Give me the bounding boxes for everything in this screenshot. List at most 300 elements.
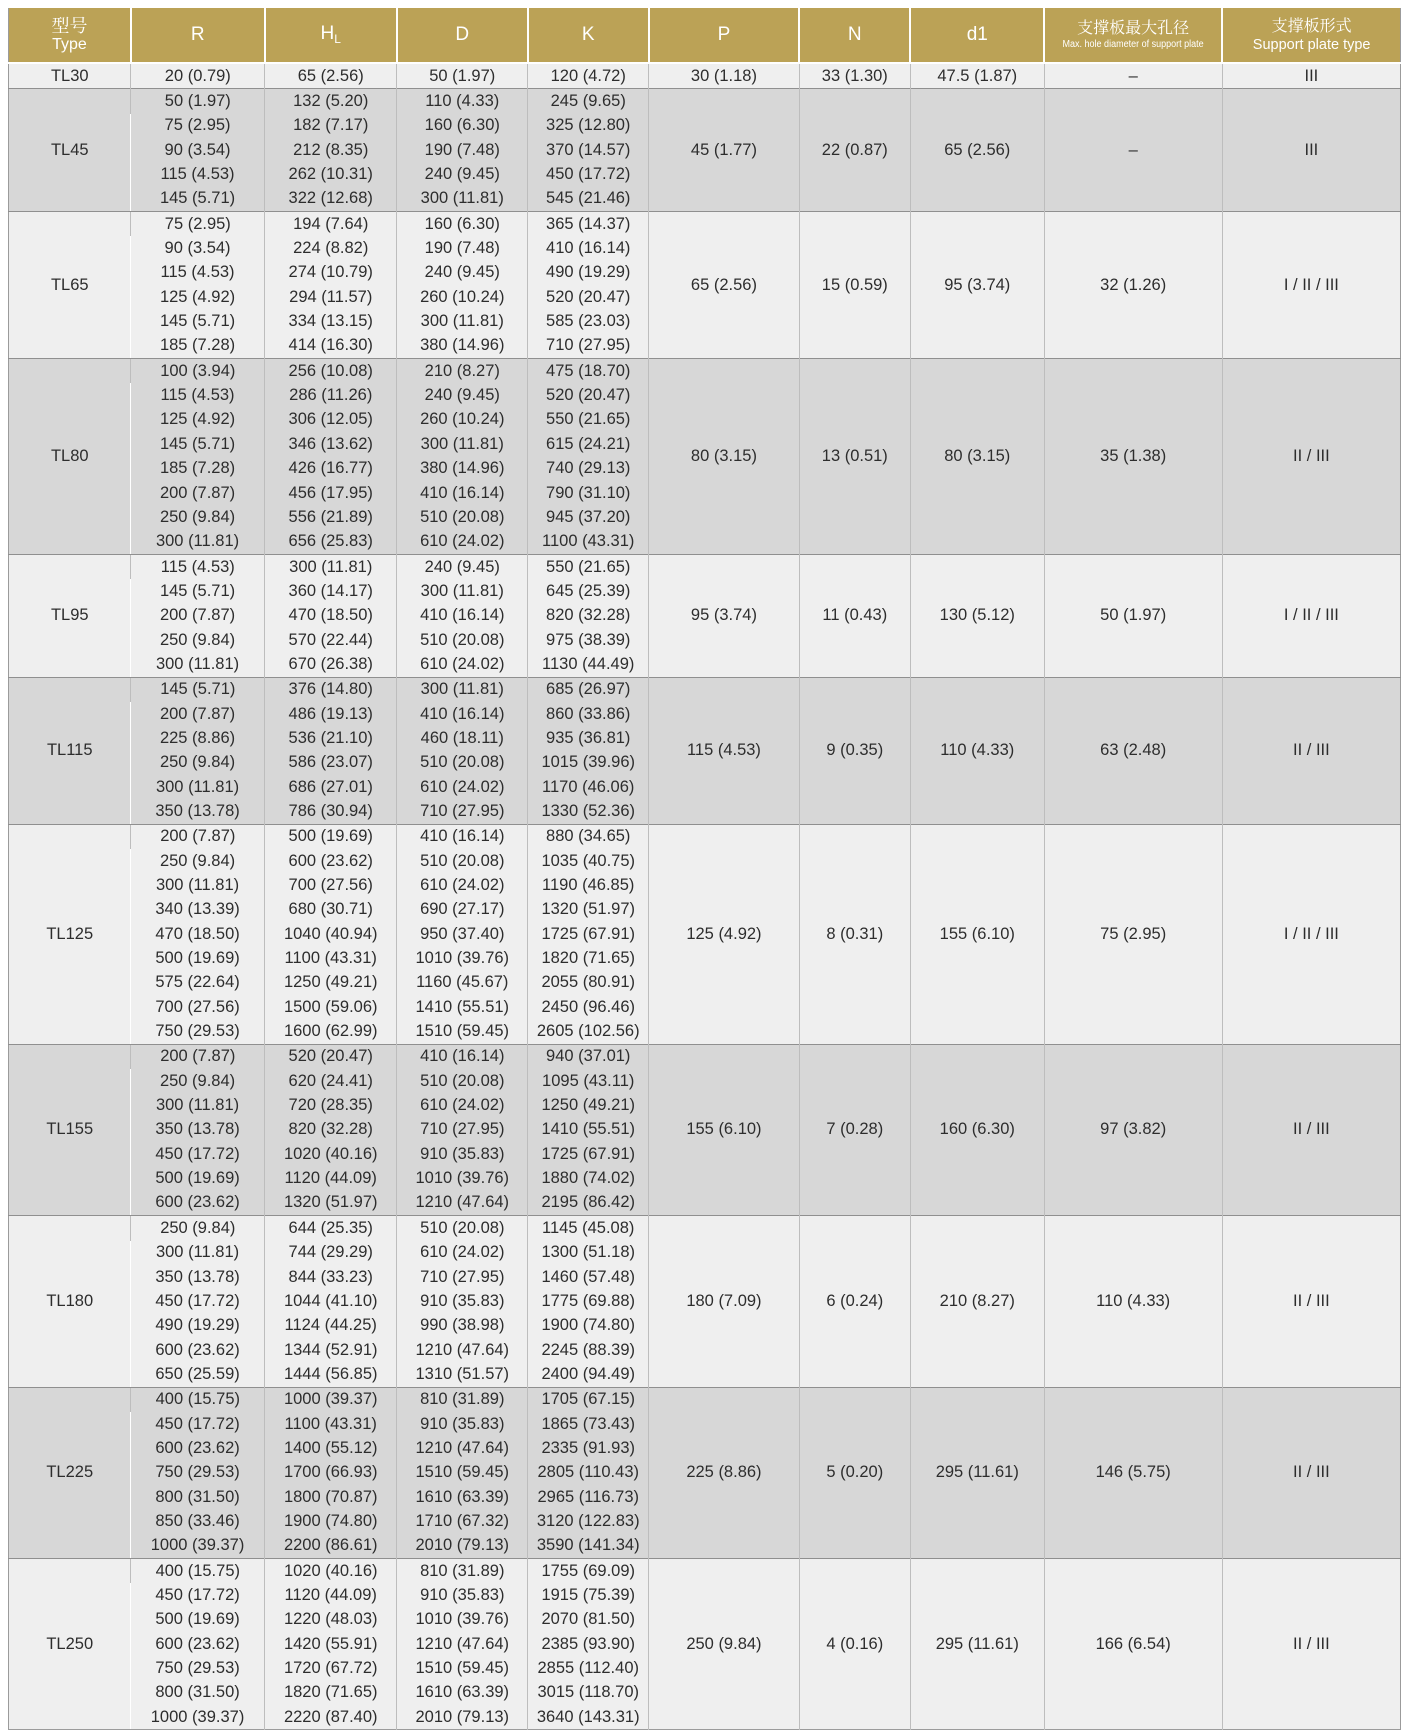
hl-cell: 262 (10.31) <box>265 162 397 186</box>
r-cell: 250 (9.84) <box>131 751 265 775</box>
n-cell: 8 (0.31) <box>799 824 910 1044</box>
r-cell: 300 (11.81) <box>131 775 265 799</box>
k-cell: 2450 (96.46) <box>528 995 649 1019</box>
k-cell: 1725 (67.91) <box>528 1142 649 1166</box>
hl-cell: 1500 (59.06) <box>265 995 397 1019</box>
hl-cell: 182 (7.17) <box>265 114 397 138</box>
r-cell: 50 (1.97) <box>131 89 265 114</box>
hl-cell: 786 (30.94) <box>265 799 397 824</box>
r-cell: 90 (3.54) <box>131 236 265 260</box>
r-cell: 850 (33.46) <box>131 1509 265 1533</box>
k-cell: 1035 (40.75) <box>528 849 649 873</box>
k-cell: 325 (12.80) <box>528 114 649 138</box>
r-cell: 200 (7.87) <box>131 604 265 628</box>
k-cell: 1705 (67.15) <box>528 1387 649 1412</box>
hl-cell: 1320 (51.97) <box>265 1191 397 1216</box>
d-cell: 240 (9.45) <box>397 554 528 579</box>
d-cell: 300 (11.81) <box>397 187 528 212</box>
r-cell: 500 (19.69) <box>131 1166 265 1190</box>
p-cell: 65 (2.56) <box>649 212 799 359</box>
header-max-hole <box>1044 8 1222 63</box>
r-cell: 145 (5.71) <box>131 309 265 333</box>
header-hl: $H_L$ <box>265 8 397 63</box>
d-cell: 910 (35.83) <box>397 1412 528 1436</box>
d-cell: 510 (20.08) <box>397 505 528 529</box>
hl-cell: 520 (20.47) <box>265 1044 397 1069</box>
d-cell: 410 (16.14) <box>397 702 528 726</box>
k-cell: 410 (16.14) <box>528 236 649 260</box>
k-cell: 1900 (74.80) <box>528 1314 649 1338</box>
hl-cell: 1250 (49.21) <box>265 971 397 995</box>
d-cell: 1210 (47.64) <box>397 1436 528 1460</box>
k-cell: 3120 (122.83) <box>528 1509 649 1533</box>
r-cell: 200 (7.87) <box>131 481 265 505</box>
d-cell: 610 (24.02) <box>397 775 528 799</box>
hl-cell: 426 (16.77) <box>265 457 397 481</box>
max-hole-cell: – <box>1044 89 1222 212</box>
d-cell: 510 (20.08) <box>397 751 528 775</box>
max-hole-cell: 146 (5.75) <box>1044 1387 1222 1558</box>
max-hole-cell: 35 (1.38) <box>1044 359 1222 555</box>
d-cell: 380 (14.96) <box>397 334 528 359</box>
p-cell: 30 (1.18) <box>649 63 799 89</box>
hl-cell: 286 (11.26) <box>265 383 397 407</box>
hl-cell: 1344 (52.91) <box>265 1338 397 1362</box>
r-cell: 1000 (39.37) <box>131 1705 265 1730</box>
type-cell: TL65 <box>9 212 131 359</box>
d-cell: 610 (24.02) <box>397 530 528 555</box>
n-cell: 7 (0.28) <box>799 1044 910 1215</box>
k-cell: 945 (37.20) <box>528 505 649 529</box>
n-cell: 5 (0.20) <box>799 1387 910 1558</box>
d-cell: 710 (27.95) <box>397 799 528 824</box>
table-row <box>9 63 1401 89</box>
hl-cell: 1020 (40.16) <box>265 1142 397 1166</box>
hl-cell: 1700 (66.93) <box>265 1461 397 1485</box>
p-cell: 180 (7.09) <box>649 1216 799 1387</box>
hl-cell: 194 (7.64) <box>265 212 397 237</box>
d-cell: 260 (10.24) <box>397 408 528 432</box>
k-cell: 1915 (75.39) <box>528 1583 649 1607</box>
n-cell: 33 (1.30) <box>799 63 910 89</box>
r-cell: 450 (17.72) <box>131 1142 265 1166</box>
type-cell: TL180 <box>9 1216 131 1387</box>
d-cell: 1510 (59.45) <box>397 1461 528 1485</box>
table-row <box>9 554 1401 579</box>
k-cell: 120 (4.72) <box>528 63 649 89</box>
max-hole-cell: 32 (1.26) <box>1044 212 1222 359</box>
hl-cell: 844 (33.23) <box>265 1265 397 1289</box>
r-cell: 125 (4.92) <box>131 285 265 309</box>
hl-cell: 1044 (41.10) <box>265 1289 397 1313</box>
d-cell: 460 (18.11) <box>397 726 528 750</box>
plate-type-cell: II / III <box>1222 359 1400 555</box>
r-cell: 75 (2.95) <box>131 212 265 237</box>
d-cell: 1010 (39.76) <box>397 1608 528 1632</box>
r-cell: 650 (25.59) <box>131 1362 265 1387</box>
type-cell: TL155 <box>9 1044 131 1215</box>
k-cell: 1250 (49.21) <box>528 1093 649 1117</box>
d-cell: 990 (38.98) <box>397 1314 528 1338</box>
header-d1: d1 <box>910 8 1044 63</box>
r-cell: 575 (22.64) <box>131 971 265 995</box>
d-cell: 410 (16.14) <box>397 1044 528 1069</box>
d1-cell: 155 (6.10) <box>910 824 1044 1044</box>
k-cell: 245 (9.65) <box>528 89 649 114</box>
d1-cell: 47.5 (1.87) <box>910 63 1044 89</box>
spec-table-body <box>9 63 1401 1730</box>
hl-cell: 65 (2.56) <box>265 63 397 89</box>
r-cell: 750 (29.53) <box>131 1656 265 1680</box>
hl-cell: 556 (21.89) <box>265 505 397 529</box>
k-cell: 370 (14.57) <box>528 138 649 162</box>
r-cell: 100 (3.94) <box>131 359 265 384</box>
spec-sheet-page <box>8 8 1401 1730</box>
hl-cell: 820 (32.28) <box>265 1118 397 1142</box>
max-hole-cell: – <box>1044 63 1222 89</box>
d-cell: 910 (35.83) <box>397 1583 528 1607</box>
d-cell: 240 (9.45) <box>397 383 528 407</box>
hl-cell: 570 (22.44) <box>265 628 397 652</box>
d-cell: 1410 (55.51) <box>397 995 528 1019</box>
plate-type-cell: III <box>1222 63 1400 89</box>
hl-cell: 132 (5.20) <box>265 89 397 114</box>
hl-cell: 456 (17.95) <box>265 481 397 505</box>
table-row <box>9 212 1401 237</box>
max-hole-cell: 75 (2.95) <box>1044 824 1222 1044</box>
hl-cell: 644 (25.35) <box>265 1216 397 1241</box>
r-cell: 250 (9.84) <box>131 849 265 873</box>
k-cell: 940 (37.01) <box>528 1044 649 1069</box>
d-cell: 610 (24.02) <box>397 652 528 677</box>
r-cell: 350 (13.78) <box>131 799 265 824</box>
hl-cell: 1420 (55.91) <box>265 1632 397 1656</box>
header-max-hole-en: Max. hole diameter of support plate <box>1062 39 1204 50</box>
d-cell: 160 (6.30) <box>397 212 528 237</box>
k-cell: 1460 (57.48) <box>528 1265 649 1289</box>
r-cell: 90 (3.54) <box>131 138 265 162</box>
r-cell: 125 (4.92) <box>131 408 265 432</box>
hl-cell: 586 (23.07) <box>265 751 397 775</box>
d-cell: 380 (14.96) <box>397 457 528 481</box>
n-cell: 9 (0.35) <box>799 677 910 824</box>
type-cell: TL45 <box>9 89 131 212</box>
max-hole-cell: 97 (3.82) <box>1044 1044 1222 1215</box>
r-cell: 145 (5.71) <box>131 579 265 603</box>
p-cell: 225 (8.86) <box>649 1387 799 1558</box>
r-cell: 185 (7.28) <box>131 457 265 481</box>
hl-cell: 306 (12.05) <box>265 408 397 432</box>
d-cell: 1010 (39.76) <box>397 946 528 970</box>
hl-cell: 1900 (74.80) <box>265 1509 397 1533</box>
d1-cell: 295 (11.61) <box>910 1387 1044 1558</box>
r-cell: 300 (11.81) <box>131 873 265 897</box>
type-cell: TL30 <box>9 63 131 89</box>
k-cell: 880 (34.65) <box>528 824 649 849</box>
hl-cell: 212 (8.35) <box>265 138 397 162</box>
r-cell: 350 (13.78) <box>131 1265 265 1289</box>
d1-cell: 80 (3.15) <box>910 359 1044 555</box>
r-cell: 700 (27.56) <box>131 995 265 1019</box>
p-cell: 45 (1.77) <box>649 89 799 212</box>
d1-cell: 130 (5.12) <box>910 554 1044 677</box>
r-cell: 225 (8.86) <box>131 726 265 750</box>
k-cell: 1410 (55.51) <box>528 1118 649 1142</box>
hl-cell: 1120 (44.09) <box>265 1166 397 1190</box>
k-cell: 520 (20.47) <box>528 383 649 407</box>
k-cell: 585 (23.03) <box>528 309 649 333</box>
k-cell: 2385 (93.90) <box>528 1632 649 1656</box>
type-cell: TL80 <box>9 359 131 555</box>
header-k: K <box>528 8 649 63</box>
r-cell: 300 (11.81) <box>131 652 265 677</box>
k-cell: 2195 (86.42) <box>528 1191 649 1216</box>
d1-cell: 210 (8.27) <box>910 1216 1044 1387</box>
r-cell: 400 (15.75) <box>131 1558 265 1583</box>
hl-cell: 686 (27.01) <box>265 775 397 799</box>
k-cell: 820 (32.28) <box>528 604 649 628</box>
d-cell: 1160 (45.67) <box>397 971 528 995</box>
header-plate-type-en: Support plate type <box>1252 37 1371 53</box>
n-cell: 15 (0.59) <box>799 212 910 359</box>
plate-type-cell: II / III <box>1222 677 1400 824</box>
k-cell: 1130 (44.49) <box>528 652 649 677</box>
r-cell: 185 (7.28) <box>131 334 265 359</box>
hl-cell: 500 (19.69) <box>265 824 397 849</box>
r-cell: 115 (4.53) <box>131 261 265 285</box>
d-cell: 2010 (79.13) <box>397 1534 528 1559</box>
r-cell: 300 (11.81) <box>131 1241 265 1265</box>
hl-cell: 1800 (70.87) <box>265 1485 397 1509</box>
plate-type-cell: I / II / III <box>1222 554 1400 677</box>
k-cell: 545 (21.46) <box>528 187 649 212</box>
max-hole-cell: 166 (6.54) <box>1044 1558 1222 1729</box>
hl-cell: 300 (11.81) <box>265 554 397 579</box>
d-cell: 2010 (79.13) <box>397 1705 528 1730</box>
d-cell: 1610 (63.39) <box>397 1681 528 1705</box>
d-cell: 910 (35.83) <box>397 1142 528 1166</box>
table-row <box>9 1558 1401 1583</box>
d-cell: 240 (9.45) <box>397 162 528 186</box>
k-cell: 975 (38.39) <box>528 628 649 652</box>
k-cell: 1145 (45.08) <box>528 1216 649 1241</box>
d-cell: 610 (24.02) <box>397 1093 528 1117</box>
r-cell: 200 (7.87) <box>131 1044 265 1069</box>
r-cell: 500 (19.69) <box>131 1608 265 1632</box>
d-cell: 610 (24.02) <box>397 873 528 897</box>
k-cell: 550 (21.65) <box>528 554 649 579</box>
d-cell: 610 (24.02) <box>397 1241 528 1265</box>
k-cell: 2070 (81.50) <box>528 1608 649 1632</box>
d-cell: 210 (8.27) <box>397 359 528 384</box>
hl-cell: 376 (14.80) <box>265 677 397 702</box>
hl-cell: 1040 (40.94) <box>265 922 397 946</box>
hl-cell: 256 (10.08) <box>265 359 397 384</box>
hl-cell: 1000 (39.37) <box>265 1387 397 1412</box>
hl-cell: 334 (13.15) <box>265 309 397 333</box>
k-cell: 1320 (51.97) <box>528 898 649 922</box>
hl-cell: 360 (14.17) <box>265 579 397 603</box>
hl-cell: 224 (8.82) <box>265 236 397 260</box>
plate-type-cell: III <box>1222 89 1400 212</box>
r-cell: 600 (23.62) <box>131 1436 265 1460</box>
d-cell: 300 (11.81) <box>397 677 528 702</box>
r-cell: 200 (7.87) <box>131 702 265 726</box>
k-cell: 1755 (69.09) <box>528 1558 649 1583</box>
type-cell: TL95 <box>9 554 131 677</box>
k-cell: 2805 (110.43) <box>528 1461 649 1485</box>
r-cell: 490 (19.29) <box>131 1314 265 1338</box>
plate-type-cell: II / III <box>1222 1216 1400 1387</box>
k-cell: 1100 (43.31) <box>528 530 649 555</box>
d-cell: 160 (6.30) <box>397 114 528 138</box>
header-max-hole-cn: 支撑板最大孔径 <box>1077 20 1190 37</box>
d-cell: 1510 (59.45) <box>397 1019 528 1044</box>
hl-cell: 1220 (48.03) <box>265 1608 397 1632</box>
d-cell: 190 (7.48) <box>397 138 528 162</box>
r-cell: 400 (15.75) <box>131 1387 265 1412</box>
r-cell: 750 (29.53) <box>131 1461 265 1485</box>
r-cell: 450 (17.72) <box>131 1289 265 1313</box>
r-cell: 470 (18.50) <box>131 922 265 946</box>
k-cell: 3590 (141.34) <box>528 1534 649 1559</box>
r-cell: 115 (4.53) <box>131 162 265 186</box>
hl-cell: 1400 (55.12) <box>265 1436 397 1460</box>
max-hole-cell: 50 (1.97) <box>1044 554 1222 677</box>
d-cell: 190 (7.48) <box>397 236 528 260</box>
k-cell: 550 (21.65) <box>528 408 649 432</box>
k-cell: 1170 (46.06) <box>528 775 649 799</box>
r-cell: 750 (29.53) <box>131 1019 265 1044</box>
k-cell: 520 (20.47) <box>528 285 649 309</box>
max-hole-cell: 110 (4.33) <box>1044 1216 1222 1387</box>
d-cell: 110 (4.33) <box>397 89 528 114</box>
hl-cell: 2200 (86.61) <box>265 1534 397 1559</box>
hl-cell: 744 (29.29) <box>265 1241 397 1265</box>
hl-cell: 1120 (44.09) <box>265 1583 397 1607</box>
header-type-en: Type <box>52 36 87 53</box>
k-cell: 1190 (46.85) <box>528 873 649 897</box>
d-cell: 410 (16.14) <box>397 604 528 628</box>
r-cell: 20 (0.79) <box>131 63 265 89</box>
plate-type-cell: II / III <box>1222 1044 1400 1215</box>
n-cell: 22 (0.87) <box>799 89 910 212</box>
hl-cell: 1820 (71.65) <box>265 1681 397 1705</box>
d1-cell: 95 (3.74) <box>910 212 1044 359</box>
d-cell: 1210 (47.64) <box>397 1338 528 1362</box>
hl-cell: 1100 (43.31) <box>265 1412 397 1436</box>
r-cell: 250 (9.84) <box>131 1216 265 1241</box>
hl-cell: 294 (11.57) <box>265 285 397 309</box>
d-cell: 950 (37.40) <box>397 922 528 946</box>
d-cell: 240 (9.45) <box>397 261 528 285</box>
header-p: P <box>649 8 799 63</box>
k-cell: 2245 (88.39) <box>528 1338 649 1362</box>
r-cell: 300 (11.81) <box>131 530 265 555</box>
k-cell: 1820 (71.65) <box>528 946 649 970</box>
k-cell: 2400 (94.49) <box>528 1362 649 1387</box>
k-cell: 685 (26.97) <box>528 677 649 702</box>
plate-type-cell: II / III <box>1222 1558 1400 1729</box>
d-cell: 300 (11.81) <box>397 579 528 603</box>
hl-cell: 656 (25.83) <box>265 530 397 555</box>
d-cell: 410 (16.14) <box>397 824 528 849</box>
table-row <box>9 359 1401 384</box>
r-cell: 450 (17.72) <box>131 1412 265 1436</box>
d-cell: 50 (1.97) <box>397 63 528 89</box>
hl-cell: 1444 (56.85) <box>265 1362 397 1387</box>
type-cell: TL125 <box>9 824 131 1044</box>
k-cell: 790 (31.10) <box>528 481 649 505</box>
hl-cell: 470 (18.50) <box>265 604 397 628</box>
d-cell: 510 (20.08) <box>397 1216 528 1241</box>
k-cell: 1330 (52.36) <box>528 799 649 824</box>
r-cell: 600 (23.62) <box>131 1632 265 1656</box>
r-cell: 500 (19.69) <box>131 946 265 970</box>
coupling-spec-table <box>8 8 1401 1730</box>
hl-cell: 670 (26.38) <box>265 652 397 677</box>
d-cell: 510 (20.08) <box>397 628 528 652</box>
k-cell: 475 (18.70) <box>528 359 649 384</box>
r-cell: 450 (17.72) <box>131 1583 265 1607</box>
hl-cell: 2220 (87.40) <box>265 1705 397 1730</box>
d-cell: 1210 (47.64) <box>397 1632 528 1656</box>
table-row <box>9 89 1401 114</box>
hl-cell: 1124 (44.25) <box>265 1314 397 1338</box>
k-cell: 1725 (67.91) <box>528 922 649 946</box>
r-cell: 1000 (39.37) <box>131 1534 265 1559</box>
hl-cell: 486 (19.13) <box>265 702 397 726</box>
d-cell: 1710 (67.32) <box>397 1509 528 1533</box>
header-plate-type <box>1222 8 1400 63</box>
header-row <box>9 8 1401 63</box>
hl-cell: 414 (16.30) <box>265 334 397 359</box>
d1-cell: 65 (2.56) <box>910 89 1044 212</box>
k-cell: 645 (25.39) <box>528 579 649 603</box>
d-cell: 810 (31.89) <box>397 1387 528 1412</box>
k-cell: 3640 (143.31) <box>528 1705 649 1730</box>
plate-type-cell: II / III <box>1222 1387 1400 1558</box>
table-row <box>9 1044 1401 1069</box>
plate-type-cell: I / II / III <box>1222 212 1400 359</box>
n-cell: 11 (0.43) <box>799 554 910 677</box>
r-cell: 600 (23.62) <box>131 1191 265 1216</box>
d-cell: 510 (20.08) <box>397 849 528 873</box>
k-cell: 2055 (80.91) <box>528 971 649 995</box>
header-d: D <box>397 8 528 63</box>
n-cell: 13 (0.51) <box>799 359 910 555</box>
p-cell: 155 (6.10) <box>649 1044 799 1215</box>
r-cell: 250 (9.84) <box>131 628 265 652</box>
k-cell: 3015 (118.70) <box>528 1681 649 1705</box>
d-cell: 300 (11.81) <box>397 432 528 456</box>
header-plate-type-cn: 支撑板形式 <box>1271 18 1352 35</box>
n-cell: 4 (0.16) <box>799 1558 910 1729</box>
k-cell: 860 (33.86) <box>528 702 649 726</box>
d-cell: 1510 (59.45) <box>397 1656 528 1680</box>
hl-cell: 274 (10.79) <box>265 261 397 285</box>
k-cell: 450 (17.72) <box>528 162 649 186</box>
table-row <box>9 1387 1401 1412</box>
r-cell: 350 (13.78) <box>131 1118 265 1142</box>
hl-cell: 680 (30.71) <box>265 898 397 922</box>
hl-cell: 700 (27.56) <box>265 873 397 897</box>
d1-cell: 110 (4.33) <box>910 677 1044 824</box>
d-cell: 1310 (51.57) <box>397 1362 528 1387</box>
type-cell: TL115 <box>9 677 131 824</box>
p-cell: 115 (4.53) <box>649 677 799 824</box>
r-cell: 800 (31.50) <box>131 1681 265 1705</box>
